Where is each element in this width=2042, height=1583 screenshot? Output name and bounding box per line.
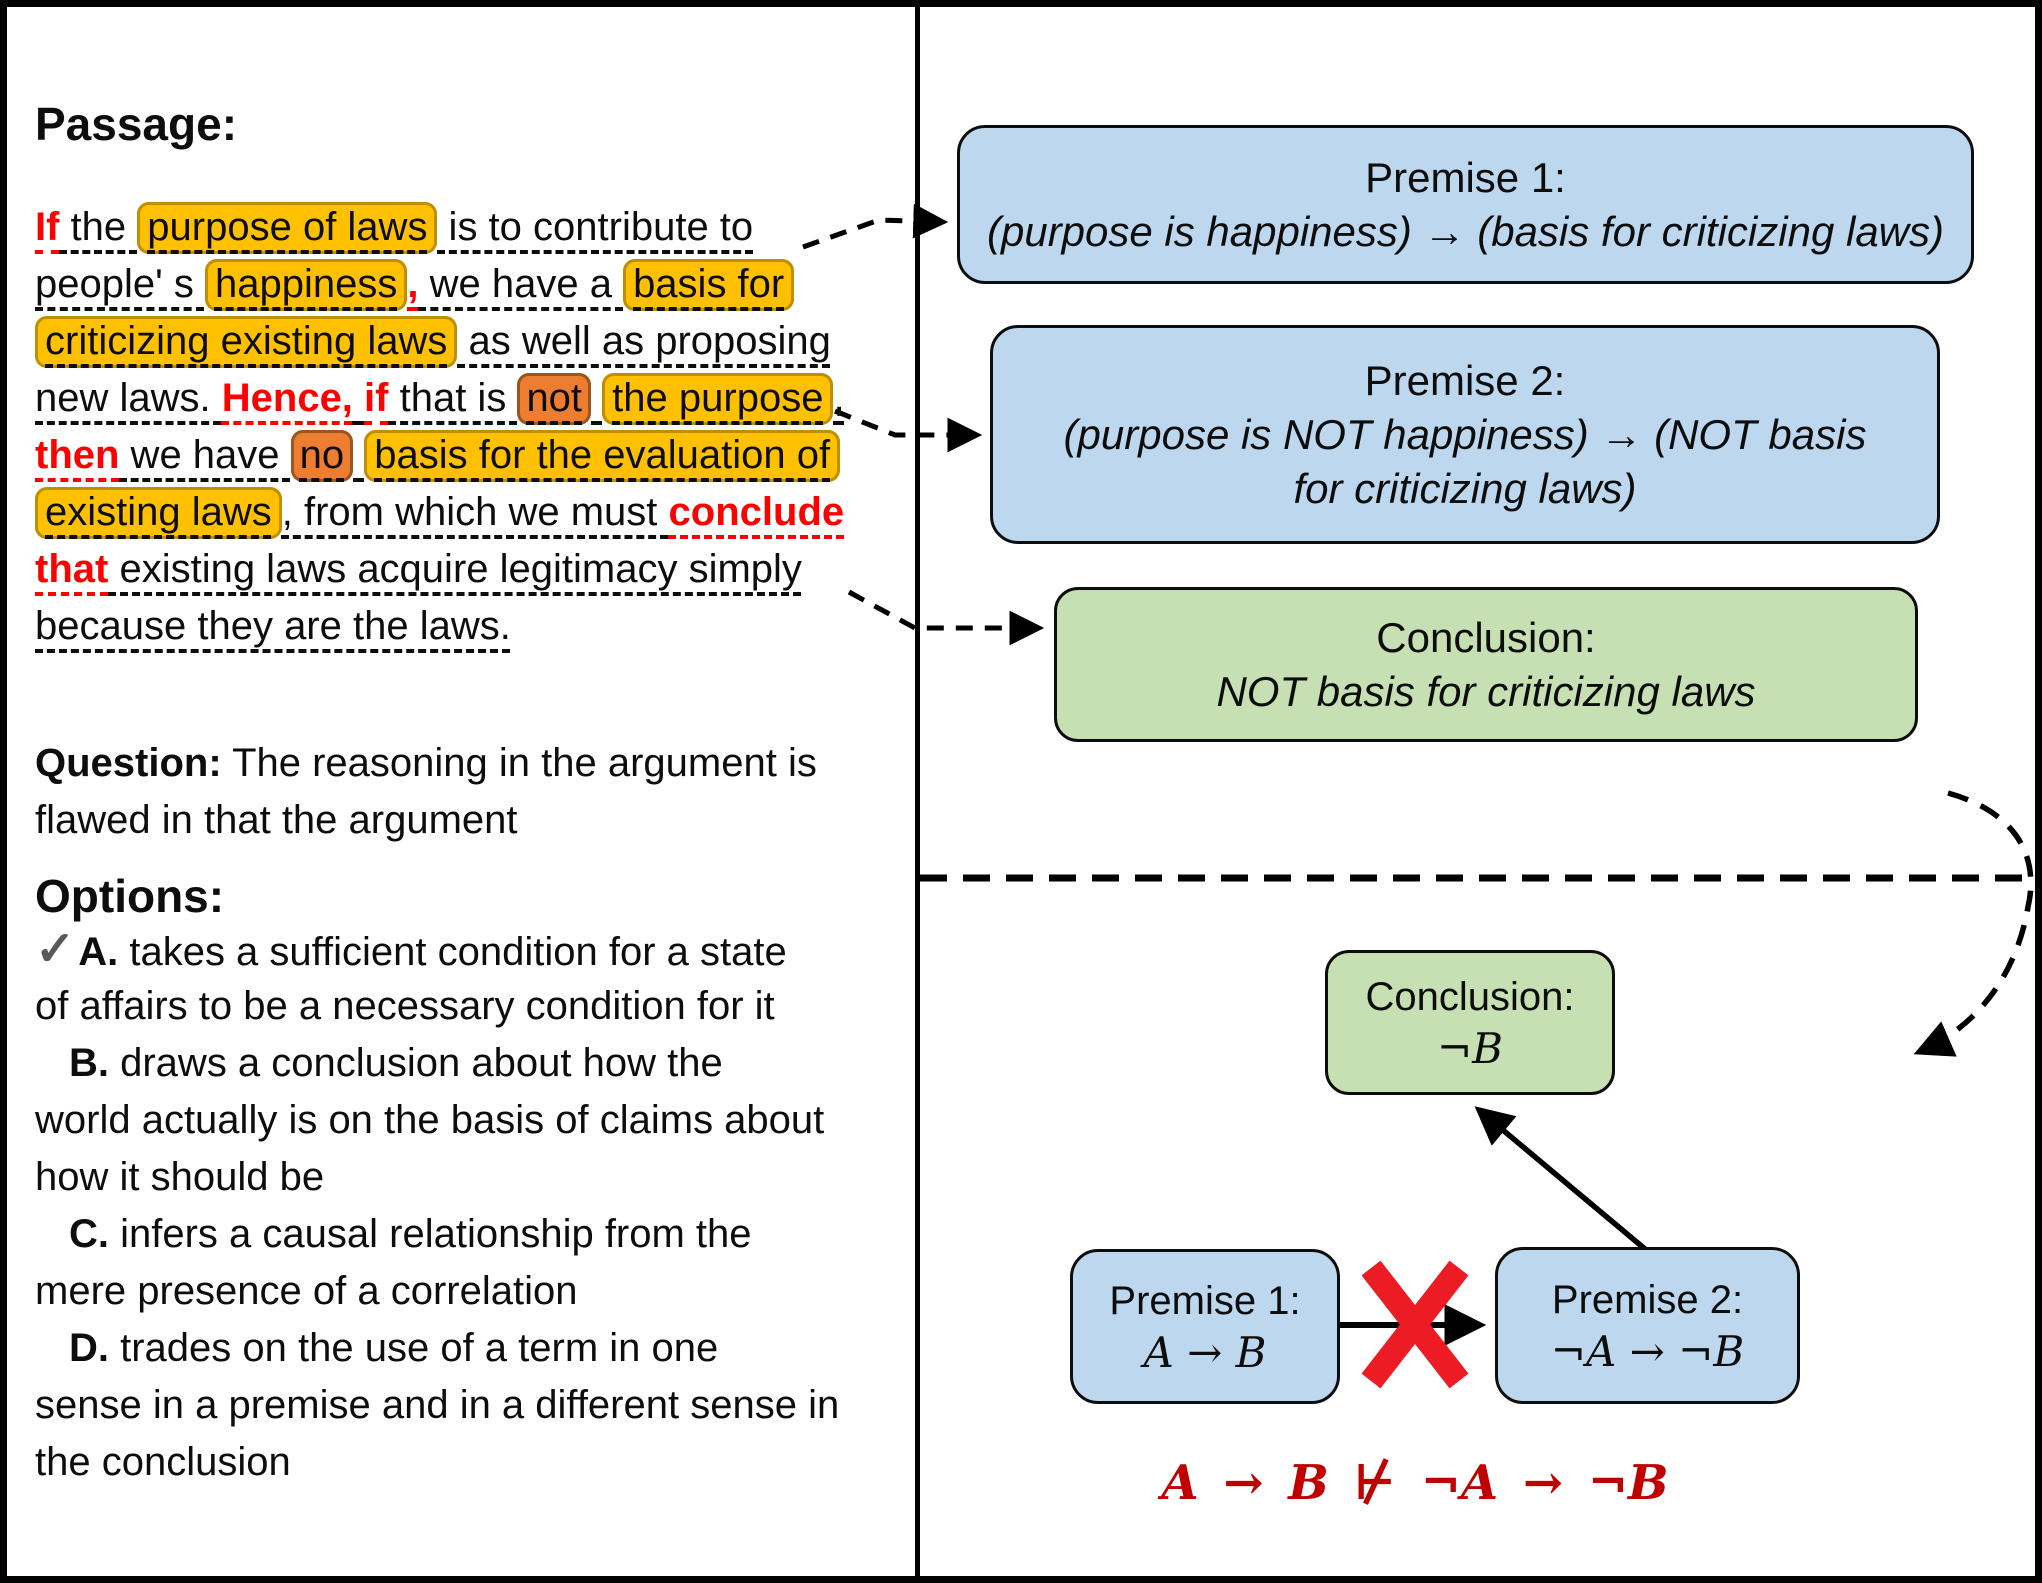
passage-text: we have a <box>418 262 624 306</box>
highlight-yellow: existing laws <box>35 487 282 539</box>
red-keyword: Hence, <box>221 376 353 420</box>
premise1-body <box>987 205 1944 259</box>
red-cross-icon <box>1371 1268 1459 1381</box>
passage-text: The reasoning in the argument is <box>221 741 817 785</box>
passage-text: because they are the laws. <box>35 604 511 648</box>
lower-conclusion-title: Conclusion: <box>1365 974 1575 1019</box>
lower-premise1-title: Premise 1: <box>1109 1278 1301 1323</box>
premise2-box <box>990 325 1940 544</box>
option-line <box>35 1149 839 1206</box>
passage-text <box>591 376 602 420</box>
italic-text: for criticizing laws) <box>1293 464 1637 512</box>
option-letter: D. <box>69 1326 109 1370</box>
passage-text: , from which we must <box>281 490 669 534</box>
highlight-orange: no <box>291 430 354 482</box>
conclusion-title: Conclusion: <box>1376 613 1596 661</box>
passage-line <box>35 484 845 541</box>
box-body-line <box>1216 665 1755 719</box>
lower-premise1-box <box>1070 1249 1340 1404</box>
highlight-yellow: the purpose <box>602 373 833 425</box>
correct-answer-check-icon: ✓ <box>35 923 76 976</box>
option-letter: C. <box>69 1212 109 1256</box>
passage-text: new laws. <box>35 376 222 420</box>
option-text: trades on the use of a term in one <box>109 1326 719 1370</box>
lower-conclusion-math: ¬B <box>1436 1023 1504 1073</box>
passage-text: is to contribute to <box>437 205 754 249</box>
option-text: sense in a premise and in a different sense in <box>35 1383 840 1427</box>
curved-dashed-arrow-icon <box>1919 793 2031 1052</box>
passage-text: , <box>833 376 845 420</box>
option-letter: B. <box>69 1041 109 1085</box>
option-line <box>35 1092 839 1149</box>
passage-heading: Passage: <box>35 98 238 150</box>
option-text: draws a conclusion about how the <box>109 1041 723 1085</box>
option-line <box>35 1377 839 1434</box>
lower-premise2-math: ¬A → ¬B <box>1550 1326 1745 1376</box>
passage-line <box>35 598 845 655</box>
passage-text: that is <box>388 376 518 420</box>
italic-text: (purpose is NOT happiness) <box>1063 410 1601 458</box>
bold-label: Question: <box>35 741 222 785</box>
premise1-box <box>957 125 1974 284</box>
lower-premise2-box <box>1495 1247 1800 1404</box>
italic-text: (basis for criticizing laws) <box>1465 207 1944 255</box>
arrow-premise2-to-conclusion-icon <box>1479 1110 1645 1249</box>
premise2-body <box>1064 408 1867 516</box>
passage-text: flawed in that the argument <box>35 798 518 842</box>
passage-text: the <box>59 205 138 249</box>
passage-text-block <box>35 199 845 655</box>
lower-conclusion-box <box>1325 950 1615 1095</box>
passage-line <box>35 370 845 427</box>
passage-text: as well as proposing <box>457 319 831 363</box>
highlight-yellow: purpose of laws <box>137 202 437 254</box>
question-line <box>35 792 817 849</box>
option-line <box>35 1320 839 1377</box>
conclusion-body <box>1216 665 1755 719</box>
red-keyword: If <box>35 205 60 249</box>
options-block <box>35 921 839 1491</box>
option-text: how it should be <box>35 1155 325 1199</box>
option-text: mere presence of a correlation <box>35 1269 578 1313</box>
dashed-arrow-to-premise2-icon <box>835 411 977 435</box>
option-text: takes a sufficient condition for a state <box>118 930 787 974</box>
italic-text: NOT basis for criticizing laws <box>1216 667 1756 715</box>
passage-line <box>35 427 845 484</box>
box-body-line <box>1064 408 1867 462</box>
question-line <box>35 735 817 792</box>
lower-premise1-math: A → B <box>1143 1327 1267 1377</box>
highlight-yellow: basis for the evaluation of <box>364 430 840 482</box>
passage-text <box>353 376 364 420</box>
option-text: world actually is on the basis of claims about <box>35 1098 825 1142</box>
box-body-line <box>1064 462 1867 516</box>
option-line <box>35 921 839 978</box>
option-line <box>35 1434 839 1491</box>
passage-line <box>35 199 845 256</box>
passage-line <box>35 313 845 370</box>
option-line <box>35 1206 839 1263</box>
lower-premise2-title: Premise 2: <box>1551 1277 1744 1322</box>
option-text: the conclusion <box>35 1440 291 1484</box>
option-letter: A. <box>78 930 119 974</box>
arrow-glyph: → <box>1600 410 1643 458</box>
italic-text: (NOT basis <box>1642 410 1867 458</box>
option-line <box>35 1263 839 1320</box>
conclusion-box <box>1054 587 1918 742</box>
italic-text: (purpose is happiness) <box>986 207 1424 255</box>
red-keyword: , <box>407 262 419 306</box>
red-keyword: then <box>35 433 120 477</box>
premise1-title: Premise 1: <box>1365 153 1566 201</box>
red-keyword: if <box>364 376 389 420</box>
option-text: of affairs to be a necessary condition for it <box>35 984 775 1028</box>
highlight-yellow: happiness <box>205 259 407 311</box>
option-line <box>35 1035 839 1092</box>
red-keyword: that <box>35 547 109 591</box>
passage-text <box>353 433 364 477</box>
box-body-line <box>987 205 1944 259</box>
panel-divider <box>915 7 920 1583</box>
arrow-glyph: → <box>1423 207 1466 255</box>
question-block <box>35 735 817 849</box>
option-line <box>35 978 839 1035</box>
premise2-title: Premise 2: <box>1364 356 1566 404</box>
passage-text: people' s <box>35 262 205 306</box>
option-text: infers a causal relationship from the <box>109 1212 752 1256</box>
passage-text: existing laws acquire legitimacy simply <box>108 547 802 591</box>
passage-line <box>35 541 845 598</box>
options-heading: Options: <box>35 870 225 922</box>
highlight-yellow: basis for <box>623 259 794 311</box>
passage-line <box>35 256 845 313</box>
highlight-orange: not <box>517 373 591 425</box>
dashed-arrow-to-conclusion-icon <box>849 592 1039 628</box>
passage-text: we have <box>119 433 291 477</box>
non-entailment-formula: A → B ⊬ ¬A → ¬B <box>1161 1455 1669 1511</box>
highlight-yellow: criticizing existing laws <box>35 316 457 368</box>
red-keyword: conclude <box>668 490 845 534</box>
